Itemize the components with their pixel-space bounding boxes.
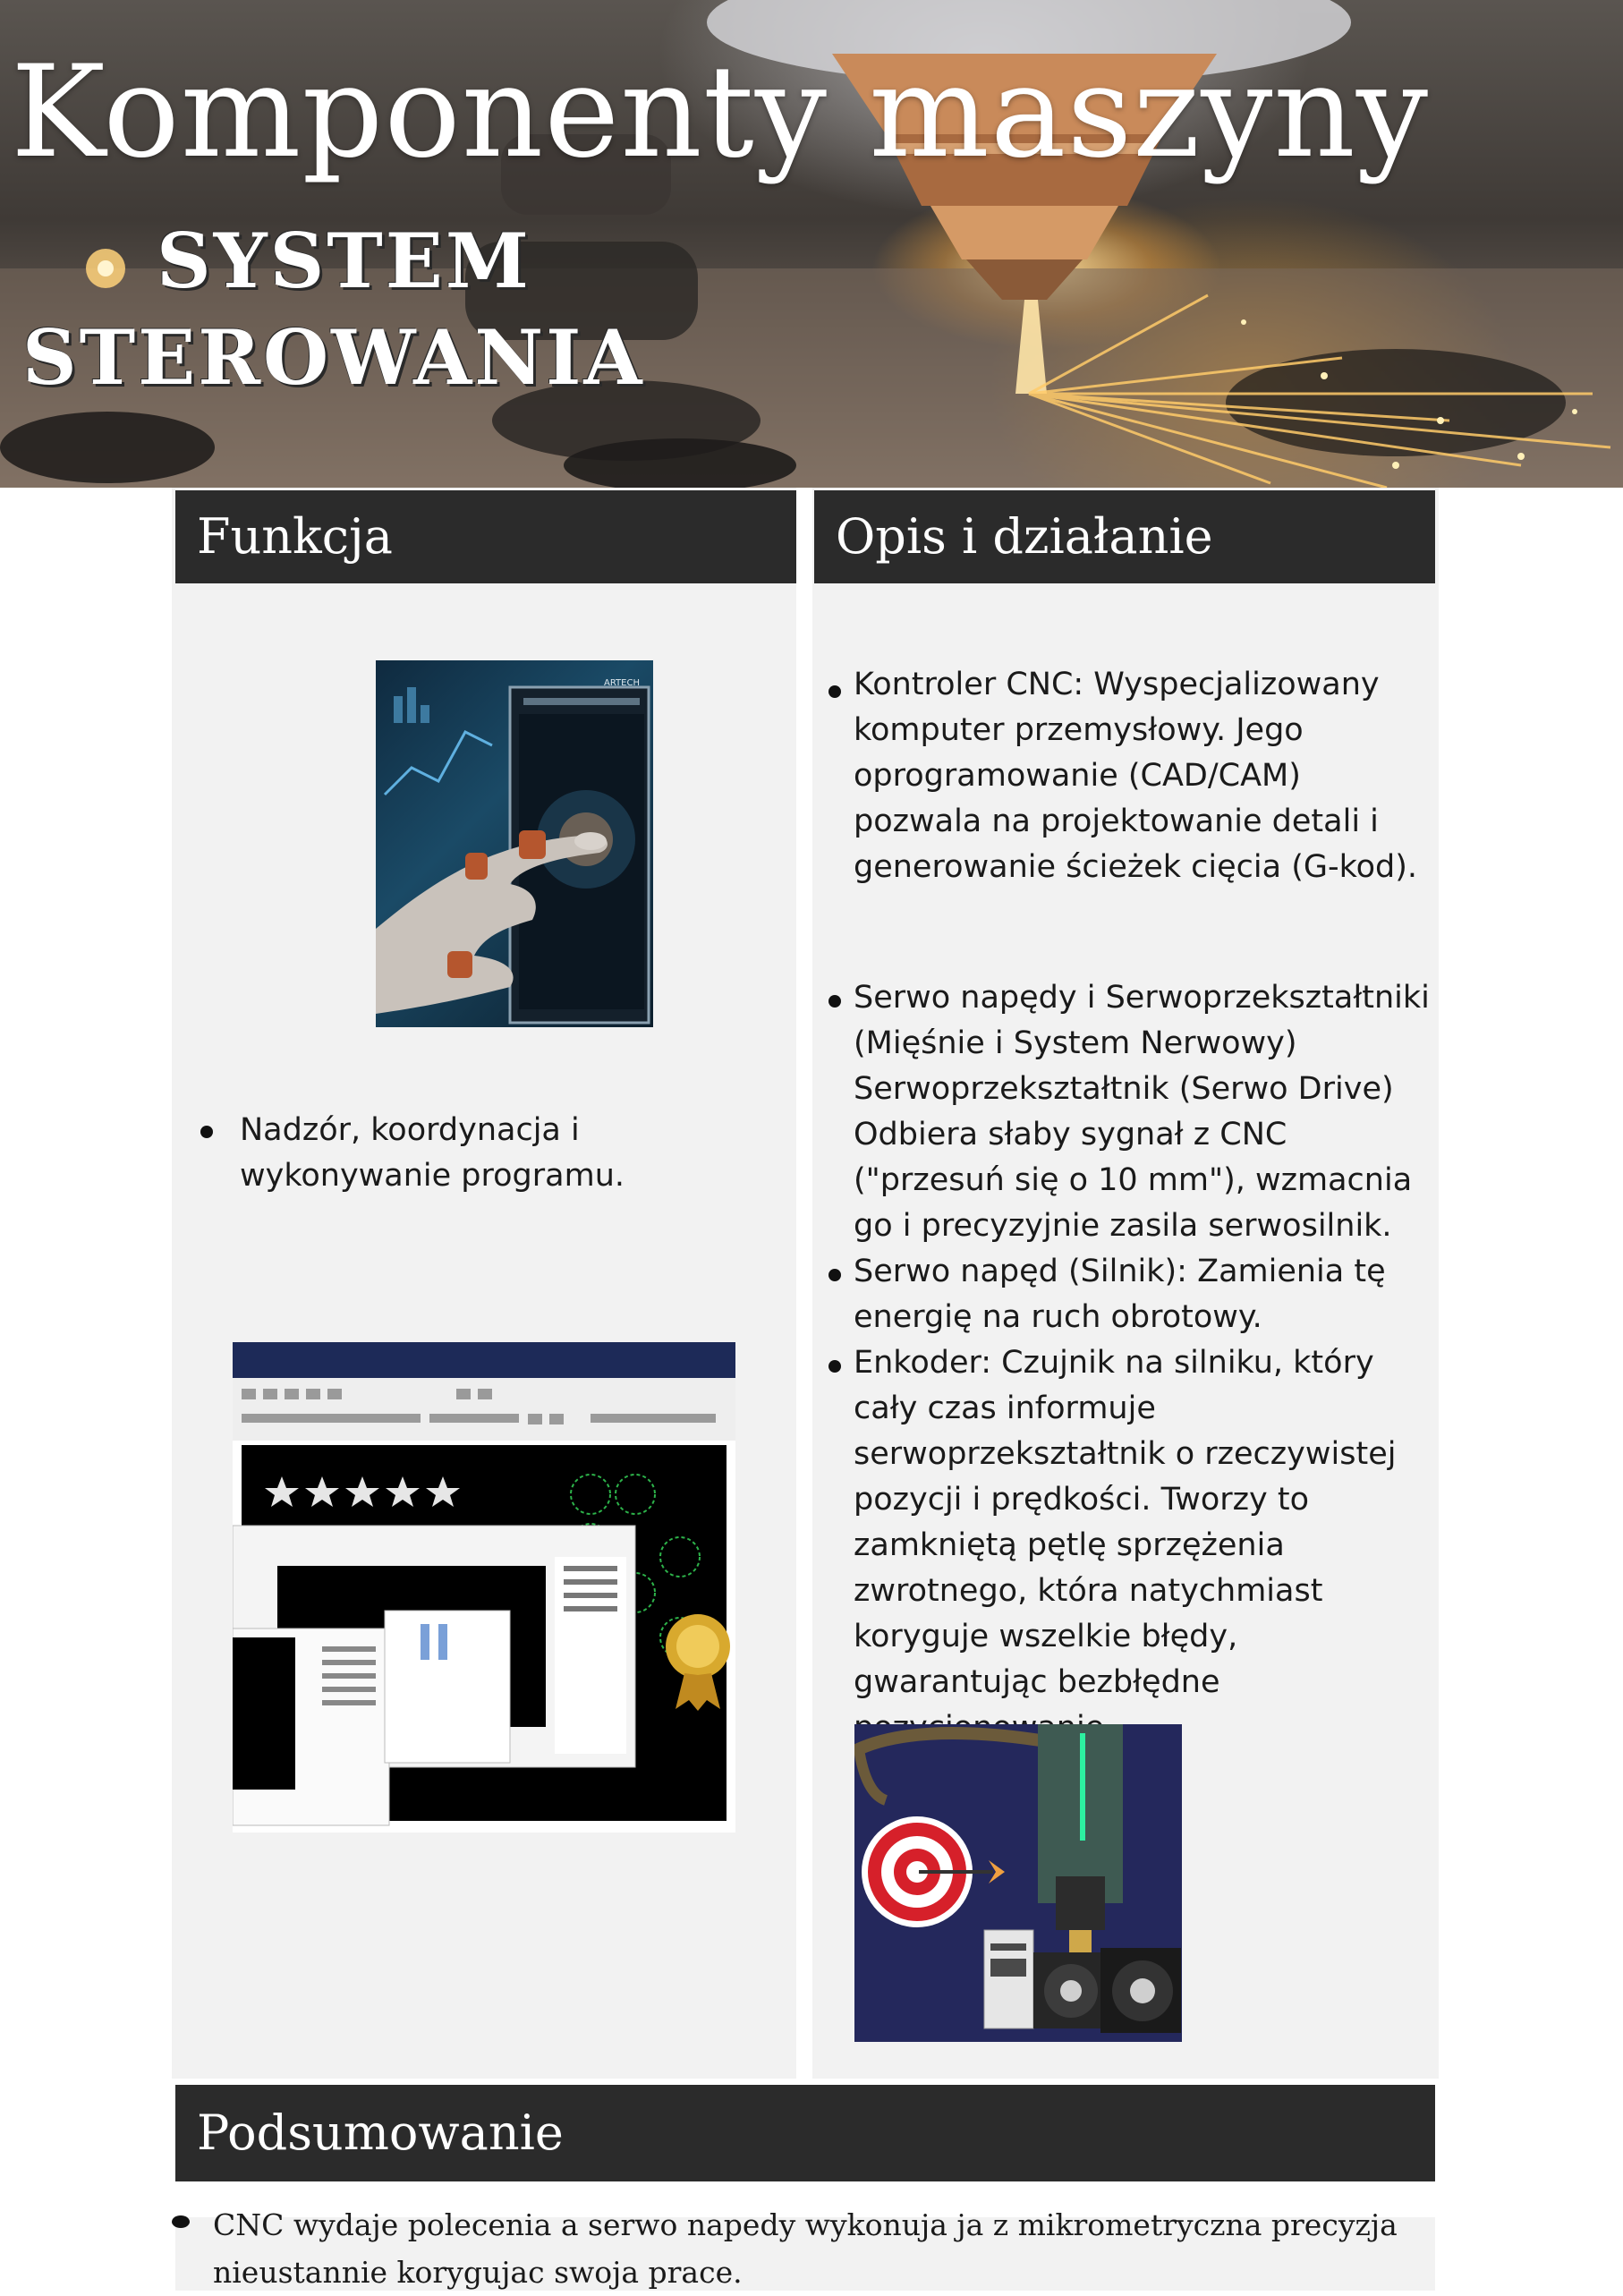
page-subtitle-line1: SYSTEM [157,217,531,305]
robot-hand-touchscreen-image [376,660,653,1027]
artech-logo-text: ARTECH [604,678,640,688]
list-item [199,1108,789,1199]
section-header-funkcja: Funkcja [175,490,796,583]
opis-bullet-list-top [827,662,1435,890]
list-item-text: Serwo napęd (Silnik): Zamienia tę energię na ruch obrotowy. [854,1254,1386,1335]
cnc-software-screenshot-image [233,1342,735,1833]
opis-bullet-list-bottom [827,975,1435,1751]
section-header-podsumowanie: Podsumowanie [175,2085,1435,2181]
summary-bullet-list [170,2201,1440,2296]
funkcja-bullet-list [199,1108,789,1199]
list-item-text: Serwo napędy i Serwoprzekształtniki (Mięśnie i System Nerwowy) Serwoprzekształtnik (Serwo Drive) Odbiera słaby sygnał z CNC ("przesuń się o 10 mm"), wzmacnia go i precyzyjnie zasila serwosilnik. [854,980,1430,1244]
page-subtitle-line2: STEROWANIA [22,313,645,402]
page-title: Komponenty maszyny [11,38,1430,186]
list-item [170,2201,1440,2296]
bullet-icon [828,1360,841,1373]
list-item-text: Enkoder: Czujnik na silniku, który cały czas informuje serwoprzekształtnik o rzeczywistej pozycji i prędkości. Tworzy to zamkniętą pętlę sprzężenia zwrotnego, która natychmiast koryguje wszelkie błędy, gwarantując bezbłędne [854,1345,1397,1700]
bullet-icon [172,2215,190,2228]
servo-motors-target-image [854,1724,1182,2042]
bullet-icon [828,995,841,1008]
list-item [827,662,1435,890]
list-item [827,975,1435,1249]
bullet-icon [828,685,841,698]
hero-banner [0,0,1623,488]
list-item [827,1340,1435,1751]
list-item [827,1249,1435,1340]
bullet-icon [200,1126,213,1138]
bullet-icon [828,1269,841,1281]
list-item-text: Kontroler CNC: Wyspecjalizowany komputer przemysłowy. Jego oprogramowanie (CAD/CAM) pozwala na projektowanie detali i generowanie ścieżek cięcia (G-kod). [854,667,1418,885]
section-header-opis: Opis i działanie [814,490,1435,583]
list-item-text: CNC wydaje polecenia a serwo napedy wykonuja ja z mikrometryczna precyzja nieustannie korygujac swoja prace. [213,2207,1398,2290]
list-item-text: Nadzór, koordynacja i wykonywanie programu. [240,1112,625,1194]
